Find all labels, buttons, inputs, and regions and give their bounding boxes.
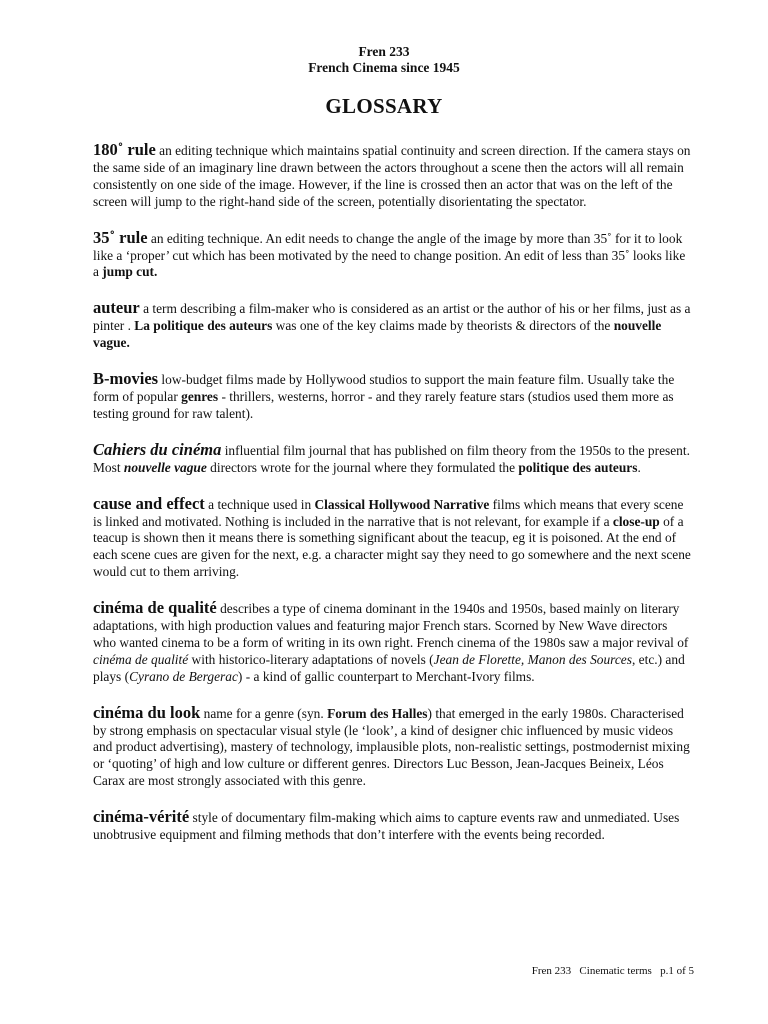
definition-text: was one of the key claims made by theorists & directors of the	[272, 318, 614, 334]
glossary-term: 35˚ rule	[93, 227, 148, 247]
definition-emphasis: jump cut.	[102, 264, 158, 280]
glossary-term: B-movies	[93, 369, 159, 389]
definition-text: an editing technique which maintains spatial continuity and screen direction. If the camera stays on the same side of an imaginary line drawn between the actors throughout a scene then the actors will all remain consistently on one side of the image. However, if the line is crossed then an actor that was on the left of the screen will jump to the right-hand side of the screen, potentially disorientating the spectator.	[93, 143, 691, 209]
glossary-entry	[93, 371, 693, 423]
definition-text: , etc.) and plays (	[93, 651, 685, 684]
definition-text: a technique used in	[204, 496, 315, 512]
glossary-term: cinéma de qualité	[93, 598, 217, 618]
definition-emphasis: nouvelle vague.	[93, 318, 662, 351]
glossary-term: 180˚ rule	[93, 140, 156, 159]
glossary-term: cause and effect	[93, 493, 205, 513]
definition-text: low-budget films made by Hollywood studios to support the main feature film. Usually take the form of popular	[93, 372, 675, 404]
definition-emphasis: politique des auteurs	[518, 459, 638, 475]
definition-text: directors wrote for the journal where they formulated the	[206, 459, 519, 475]
definition-text: ) - a kind of gallic counterpart to Merchant-Ivory films.	[237, 668, 535, 684]
definition-text: describes a type of cinema dominant in the 1940s and 1950s, based mainly on literary adaptations, with high production values and featuring major French stars. Scorned by New Wave directors who wanted cinema to be a form of writing in its own right. French cinema of the 1980s saw a major revival of	[93, 601, 689, 650]
definition-text: style of documentary film-making which aims to capture events raw and unmediated. Uses unobtrusive equipment and filming methods that don’t interfere with the events being recorded.	[93, 810, 680, 843]
definition-emphasis: close-up	[612, 513, 660, 529]
glossary-entry	[93, 227, 693, 282]
definition-emphasis: genres	[181, 388, 219, 404]
page-footer: Fren 233 Cinematic terms p.1 of 5	[531, 965, 694, 977]
definition-text: - thrillers, westerns, horror - and they rarely feature stars (studios used them more as testing ground for raw talent).	[93, 388, 674, 421]
glossary-list	[93, 142, 693, 863]
glossary-entry	[93, 600, 693, 686]
definition-emphasis: nouvelle vague	[123, 459, 207, 475]
definition-emphasis: cinéma de qualité	[93, 651, 189, 667]
definition-text: influential film journal that has published on film theory from the 1950s to the present. Most	[93, 442, 690, 475]
definition-emphasis: Forum des Halles	[327, 705, 428, 721]
glossary-entry	[93, 809, 693, 844]
definition-emphasis: La politique des auteurs	[134, 318, 273, 334]
definition-text: an editing technique. An edit needs to change the angle of the image by more than 35˚ for it to look like a ‘proper’ cut which has been motivated by the need to change position. An edit of less than 35˚ looks like a	[93, 230, 686, 280]
definition-text: name for a genre (syn.	[200, 705, 328, 721]
course-code: Fren 233	[358, 44, 410, 59]
definition-text: ) that emerged in the early 1980s. Characterised by strong emphasis on spectacular visual style (le ‘look’, a kind of designer chic influenced by music videos and product advertising), mastery of technology, implausible plots, non-realistic settings, postmodernist mixing or ‘quoting’ of high and low culture or different genres. Directors Luc Besson, Jean-Jacques Beineix, Léos Carax are most strongly associated with this genre.	[93, 705, 690, 789]
glossary-entry	[93, 300, 693, 352]
page-title: GLOSSARY	[325, 94, 443, 118]
definition-text: with historico-literary adaptations of novels (	[188, 651, 434, 667]
glossary-entry	[93, 702, 693, 791]
definition-text: films which means that every scene is linked and motivated. Nothing is included in the narrative that is not relevant, for example if a	[93, 496, 684, 529]
glossary-term: Cahiers du cinéma	[93, 439, 222, 459]
definition-text: of a teacup is shown then it means there is something significant about the teacup, eg it is poisoned. At the end of each scene cues are given for the next, e.g. a character might say they need to go somewhere and the next scene would cut to them arriving.	[93, 513, 691, 580]
course-name: French Cinema since 1945	[308, 60, 460, 75]
glossary-entry	[93, 493, 693, 582]
glossary-entry	[93, 142, 693, 211]
document-header	[0, 44, 768, 119]
definition-emphasis: Jean de Florette, Manon des Sources	[433, 651, 632, 667]
definition-text: .	[637, 459, 641, 475]
glossary-term: cinéma-vérité	[93, 807, 190, 827]
definition-emphasis: Cyrano de Bergerac	[129, 668, 238, 684]
glossary-entry	[93, 439, 693, 477]
definition-text: a term describing a film-maker who is considered as an artist or the author of his or her films, just as a pinter .	[93, 301, 691, 334]
glossary-term: auteur	[93, 298, 140, 318]
definition-emphasis: Classical Hollywood Narrative	[314, 496, 490, 512]
glossary-term: cinéma du look	[93, 702, 201, 722]
